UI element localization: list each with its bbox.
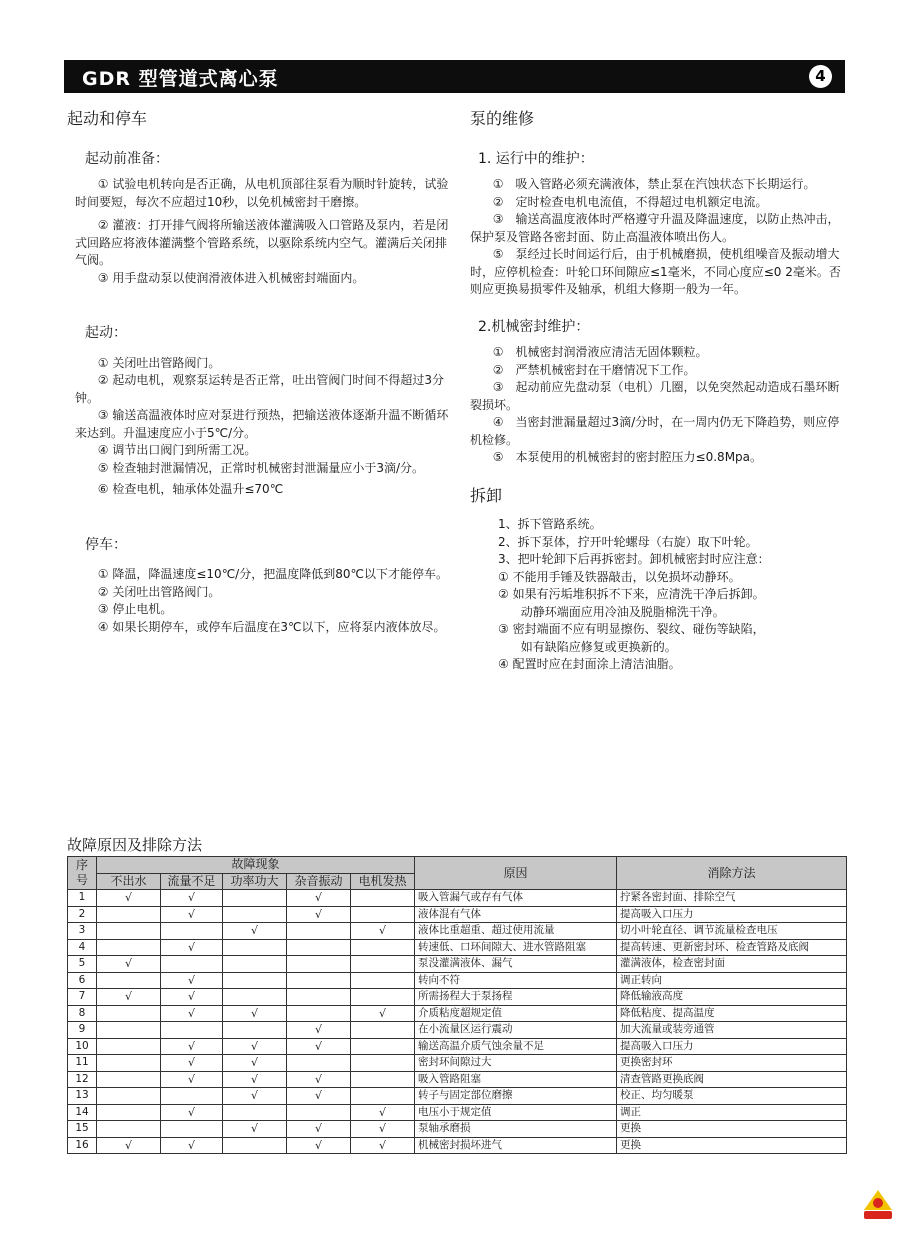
check-mark-cell: √	[161, 1104, 223, 1121]
fix-cell: 拧紧各密封面、排除空气	[617, 890, 847, 907]
list-item: ③ 停止电机。	[97, 602, 173, 616]
cause-cell: 泵没灌满液体、漏气	[415, 956, 617, 973]
list-item: ① 机械密封润滑液应清洁无固体颗粒。	[492, 345, 708, 359]
empty-cell	[223, 989, 287, 1006]
left-column	[67, 110, 450, 636]
fix-cell: 提高吸入口压力	[617, 906, 847, 923]
row-number: 15	[68, 1121, 97, 1138]
empty-cell	[351, 906, 415, 923]
list-item: ③ 起动前应先盘动泵（电机）几圈，以免突然起动造成石墨环断裂损坏。	[470, 380, 840, 412]
right-column	[470, 110, 851, 674]
table-row	[68, 989, 847, 1006]
empty-cell	[351, 956, 415, 973]
cause-cell: 转子与固定部位磨擦	[415, 1088, 617, 1105]
list-item: ④ 如果长期停车，或停车后温度在3℃以下，应将泵内液体放尽。	[97, 619, 446, 634]
empty-cell	[223, 906, 287, 923]
empty-cell	[351, 1088, 415, 1105]
empty-cell	[161, 923, 223, 940]
table-row	[68, 906, 847, 923]
list-item: ③ 用手盘动泵以使润滑液体进入机械密封端面内。	[97, 270, 365, 285]
check-mark-cell: √	[161, 972, 223, 989]
cause-cell: 液体比重超重、超过使用流量	[415, 923, 617, 940]
empty-cell	[161, 1121, 223, 1138]
header-symptom: 流量不足	[161, 873, 223, 890]
check-mark-cell: √	[351, 1104, 415, 1121]
fix-cell: 降低粘度、提高温度	[617, 1005, 847, 1022]
row-number: 14	[68, 1104, 97, 1121]
empty-cell	[351, 1022, 415, 1039]
empty-cell	[161, 956, 223, 973]
check-mark-cell: √	[161, 1055, 223, 1072]
check-mark-cell: √	[161, 1071, 223, 1088]
check-mark-cell: √	[287, 1121, 351, 1138]
list-item: ① 降温，降温速度≤10℃/分，把温度降低到80℃以下才能停车。	[97, 567, 448, 581]
list-item: 2、拆下泵体，拧开叶轮螺母（右旋）取下叶轮。	[498, 534, 758, 549]
fix-cell: 提高吸入口压力	[617, 1038, 847, 1055]
cause-cell: 吸入管路阻塞	[415, 1071, 617, 1088]
row-number: 1	[68, 890, 97, 907]
empty-cell	[97, 1038, 161, 1055]
list-item: ① 吸入管路必须充满液体，禁止泵在汽蚀状态下长期运行。	[492, 177, 816, 191]
cause-cell: 机械密封损坏进气	[415, 1137, 617, 1154]
check-mark-cell: √	[287, 1137, 351, 1154]
logo-bar	[864, 1211, 892, 1219]
cause-cell: 转向不符	[415, 972, 617, 989]
table-row	[68, 1005, 847, 1022]
fix-cell: 提高转速、更新密封环、检查管路及底阀	[617, 939, 847, 956]
empty-cell	[351, 1055, 415, 1072]
empty-cell	[97, 1005, 161, 1022]
row-number: 7	[68, 989, 97, 1006]
empty-cell	[287, 989, 351, 1006]
table-row	[68, 1055, 847, 1072]
list-item: ② 灌液：打开排气阀将所输送液体灌满吸入口管路及泵内，若是闭式回路应将液体灌满整个管路系统，以驱除系统内空气。灌满后关闭排气阀。	[75, 218, 449, 267]
section-title-maintenance: 泵的维修	[470, 109, 535, 128]
check-mark-cell: √	[97, 956, 161, 973]
page-header-bar	[64, 60, 845, 93]
empty-cell	[287, 972, 351, 989]
check-mark-cell: √	[287, 1071, 351, 1088]
fault-table-body	[68, 890, 847, 1154]
empty-cell	[223, 939, 287, 956]
row-number: 3	[68, 923, 97, 940]
check-mark-cell: √	[161, 989, 223, 1006]
list-item: ⑤ 检查轴封泄漏情况，正常时机械密封泄漏量应小于3滴/分。	[97, 460, 425, 475]
fix-cell: 降低输液高度	[617, 989, 847, 1006]
cause-cell: 转速低、口环间隙大、进水管路阻塞	[415, 939, 617, 956]
check-mark-cell: √	[161, 939, 223, 956]
table-row	[68, 1137, 847, 1154]
table-row	[68, 1071, 847, 1088]
check-mark-cell: √	[161, 890, 223, 907]
subsection-title-running: 1. 运行中的维护：	[478, 150, 594, 167]
check-mark-cell: √	[287, 890, 351, 907]
check-mark-cell: √	[161, 1038, 223, 1055]
list-item-continuation: 动静环端面应用冷油及脱脂棉洗干净。	[520, 604, 725, 619]
header-fix: 消除方法	[617, 857, 847, 890]
disassembly-steps	[470, 516, 851, 569]
cause-cell: 密封环间隙过大	[415, 1055, 617, 1072]
list-item: ② 严禁机械密封在干磨情况下工作。	[492, 362, 696, 377]
check-mark-cell: √	[223, 1071, 287, 1088]
table-row	[68, 890, 847, 907]
list-item: 3、把叶轮卸下后再拆密封。卸机械密封时应注意：	[498, 552, 770, 566]
list-item: ④ 调节出口阀门到所需工况。	[97, 443, 257, 457]
empty-cell	[223, 1137, 287, 1154]
check-mark-cell: √	[223, 1055, 287, 1072]
page-number-badge: 4	[809, 65, 832, 88]
empty-cell	[287, 923, 351, 940]
fix-cell: 更换	[617, 1137, 847, 1154]
fix-cell: 更换	[617, 1121, 847, 1138]
list-item: 1、拆下管路系统。	[498, 517, 602, 531]
list-item: ⑤ 本泵使用的机械密封的密封腔压力≤0.8Mpa。	[492, 450, 763, 464]
list-item: ④ 当密封泄漏量超过3滴/分时，在一周内仍无下降趋势，则应停机检修。	[470, 415, 840, 447]
stop-list	[67, 566, 450, 636]
row-number: 10	[68, 1038, 97, 1055]
list-item-continuation: 如有缺陷应修复或更换新的。	[520, 639, 677, 654]
table-row	[68, 1088, 847, 1105]
check-mark-cell: √	[287, 1022, 351, 1039]
check-mark-cell: √	[351, 1005, 415, 1022]
page-title: GDR 型管道式离心泵	[82, 68, 279, 90]
table-row	[68, 923, 847, 940]
row-number: 6	[68, 972, 97, 989]
empty-cell	[287, 1104, 351, 1121]
row-number: 8	[68, 1005, 97, 1022]
check-mark-cell: √	[223, 1038, 287, 1055]
check-mark-cell: √	[223, 1121, 287, 1138]
list-item: ② 关闭吐出管路阀门。	[97, 584, 221, 599]
table-row	[68, 972, 847, 989]
empty-cell	[351, 1038, 415, 1055]
empty-cell	[161, 1022, 223, 1039]
check-mark-cell: √	[223, 923, 287, 940]
cause-cell: 介质粘度超规定值	[415, 1005, 617, 1022]
fault-table	[67, 856, 847, 1154]
check-mark-cell: √	[223, 1005, 287, 1022]
empty-cell	[223, 890, 287, 907]
header-seq: 序号	[68, 857, 97, 890]
empty-cell	[351, 890, 415, 907]
table-row	[68, 1104, 847, 1121]
empty-cell	[97, 1055, 161, 1072]
list-item: ⑤ 泵经过长时间运行后，由于机械磨损，使机组噪音及振动增大时，应停机检查：叶轮口环间隙应≤1毫米，不同心度应≤0 2毫米。否则应更换易损零件及轴承，机组大修期一般为一年。	[470, 247, 841, 296]
empty-cell	[223, 1104, 287, 1121]
cause-cell: 输送高温介质气蚀余量不足	[415, 1038, 617, 1055]
list-item: ③ 输送高温液体时应对泵进行预热，把输送液体逐渐升温不断循环来达到。升温速度应小于5℃/分。	[75, 408, 449, 440]
disassembly-notes	[470, 569, 851, 674]
seal-list	[470, 344, 851, 467]
cause-cell: 电压小于规定值	[415, 1104, 617, 1121]
empty-cell	[287, 1055, 351, 1072]
check-mark-cell: √	[161, 1137, 223, 1154]
list-item: ④ 配置时应在封面涂上清洁油脂。	[498, 657, 681, 671]
list-item: ② 如果有污垢堆积拆不下来，应清洗干净后拆卸。	[498, 587, 765, 601]
list-item: ① 试验电机转向是否正确，从电机顶部往泵看为顺时针旋转，试验时间要短，每次不应超过10秒，以免机械密封干磨擦。	[75, 177, 449, 209]
check-mark-cell: √	[287, 1088, 351, 1105]
row-number: 13	[68, 1088, 97, 1105]
empty-cell	[97, 1088, 161, 1105]
empty-cell	[287, 956, 351, 973]
row-number: 9	[68, 1022, 97, 1039]
start-list	[67, 355, 450, 499]
table-row	[68, 939, 847, 956]
check-mark-cell: √	[351, 923, 415, 940]
empty-cell	[351, 989, 415, 1006]
check-mark-cell: √	[97, 1137, 161, 1154]
header-symptom: 功率功大	[223, 873, 287, 890]
row-number: 5	[68, 956, 97, 973]
prep-list	[67, 176, 450, 287]
empty-cell	[351, 939, 415, 956]
fix-cell: 清查管路更换底阀	[617, 1071, 847, 1088]
check-mark-cell: √	[161, 1005, 223, 1022]
empty-cell	[97, 939, 161, 956]
list-item: ② 定时检查电机电流值，不得超过电机额定电流。	[492, 194, 768, 209]
check-mark-cell: √	[351, 1121, 415, 1138]
table-row	[68, 1022, 847, 1039]
list-item: ① 不能用手锤及铁器敲击，以免损坏动静环。	[498, 569, 741, 584]
cause-cell: 在小流量区运行震动	[415, 1022, 617, 1039]
subsection-title-seal: 2.机械密封维护：	[478, 318, 590, 335]
check-mark-cell: √	[97, 890, 161, 907]
empty-cell	[351, 972, 415, 989]
empty-cell	[351, 1071, 415, 1088]
list-item: ② 起动电机，观察泵运转是否正常，吐出管阀门时间不得超过3分钟。	[75, 373, 445, 405]
cause-cell: 所需扬程大于泵扬程	[415, 989, 617, 1006]
table-row	[68, 956, 847, 973]
header-symptom: 不出水	[97, 873, 161, 890]
check-mark-cell: √	[161, 906, 223, 923]
header-symptom-group: 故障现象	[97, 857, 415, 874]
row-number: 2	[68, 906, 97, 923]
fix-cell: 校正、均匀暖泵	[617, 1088, 847, 1105]
fix-cell: 调正转向	[617, 972, 847, 989]
header-cause: 原因	[415, 857, 617, 890]
empty-cell	[97, 906, 161, 923]
logo-dot	[873, 1198, 883, 1208]
subsection-title-stop: 停车：	[85, 536, 127, 553]
section-title-disassembly: 拆卸	[470, 485, 503, 505]
fix-cell: 调正	[617, 1104, 847, 1121]
fix-cell: 加大流量或装旁通管	[617, 1022, 847, 1039]
empty-cell	[97, 972, 161, 989]
list-item: ① 关闭吐出管路阀门。	[97, 355, 221, 370]
table-row	[68, 1121, 847, 1138]
cause-cell: 吸入管漏气或存有气体	[415, 890, 617, 907]
running-list	[470, 176, 851, 299]
fault-table-title: 故障原因及排除方法	[67, 836, 203, 854]
subsection-title-prep: 起动前准备：	[85, 150, 169, 167]
empty-cell	[97, 1104, 161, 1121]
list-item: ③ 密封端面不应有明显擦伤、裂纹、碰伤等缺陷，	[498, 622, 765, 636]
cause-cell: 泵轴承磨损	[415, 1121, 617, 1138]
empty-cell	[223, 956, 287, 973]
check-mark-cell: √	[287, 906, 351, 923]
empty-cell	[97, 1022, 161, 1039]
row-number: 11	[68, 1055, 97, 1072]
row-number: 12	[68, 1071, 97, 1088]
empty-cell	[223, 1022, 287, 1039]
cause-cell: 液体混有气体	[415, 906, 617, 923]
fix-cell: 切小叶轮直径、调节流量检查电压	[617, 923, 847, 940]
empty-cell	[97, 1121, 161, 1138]
check-mark-cell: √	[223, 1088, 287, 1105]
brand-logo-icon	[858, 1184, 898, 1224]
empty-cell	[287, 1005, 351, 1022]
empty-cell	[161, 1088, 223, 1105]
empty-cell	[97, 923, 161, 940]
row-number: 16	[68, 1137, 97, 1154]
empty-cell	[223, 972, 287, 989]
fix-cell: 灌满液体，检查密封面	[617, 956, 847, 973]
row-number: 4	[68, 939, 97, 956]
fix-cell: 更换密封环	[617, 1055, 847, 1072]
check-mark-cell: √	[97, 989, 161, 1006]
list-item: ⑥ 检查电机，轴承体处温升≤70℃	[97, 482, 284, 496]
table-row	[68, 1038, 847, 1055]
subsection-title-start: 起动：	[85, 325, 127, 341]
header-symptom: 电机发热	[351, 873, 415, 890]
list-item: ③ 输送高温度液体时严格遵守升温及降温速度，以防止热冲击，保护泵及管路各密封面、防止高温液体喷出伤人。	[470, 212, 840, 244]
header-symptom: 杂音振动	[287, 873, 351, 890]
section-title-start-stop: 起动和停车	[67, 109, 148, 128]
check-mark-cell: √	[287, 1038, 351, 1055]
check-mark-cell: √	[351, 1137, 415, 1154]
empty-cell	[287, 939, 351, 956]
empty-cell	[97, 1071, 161, 1088]
